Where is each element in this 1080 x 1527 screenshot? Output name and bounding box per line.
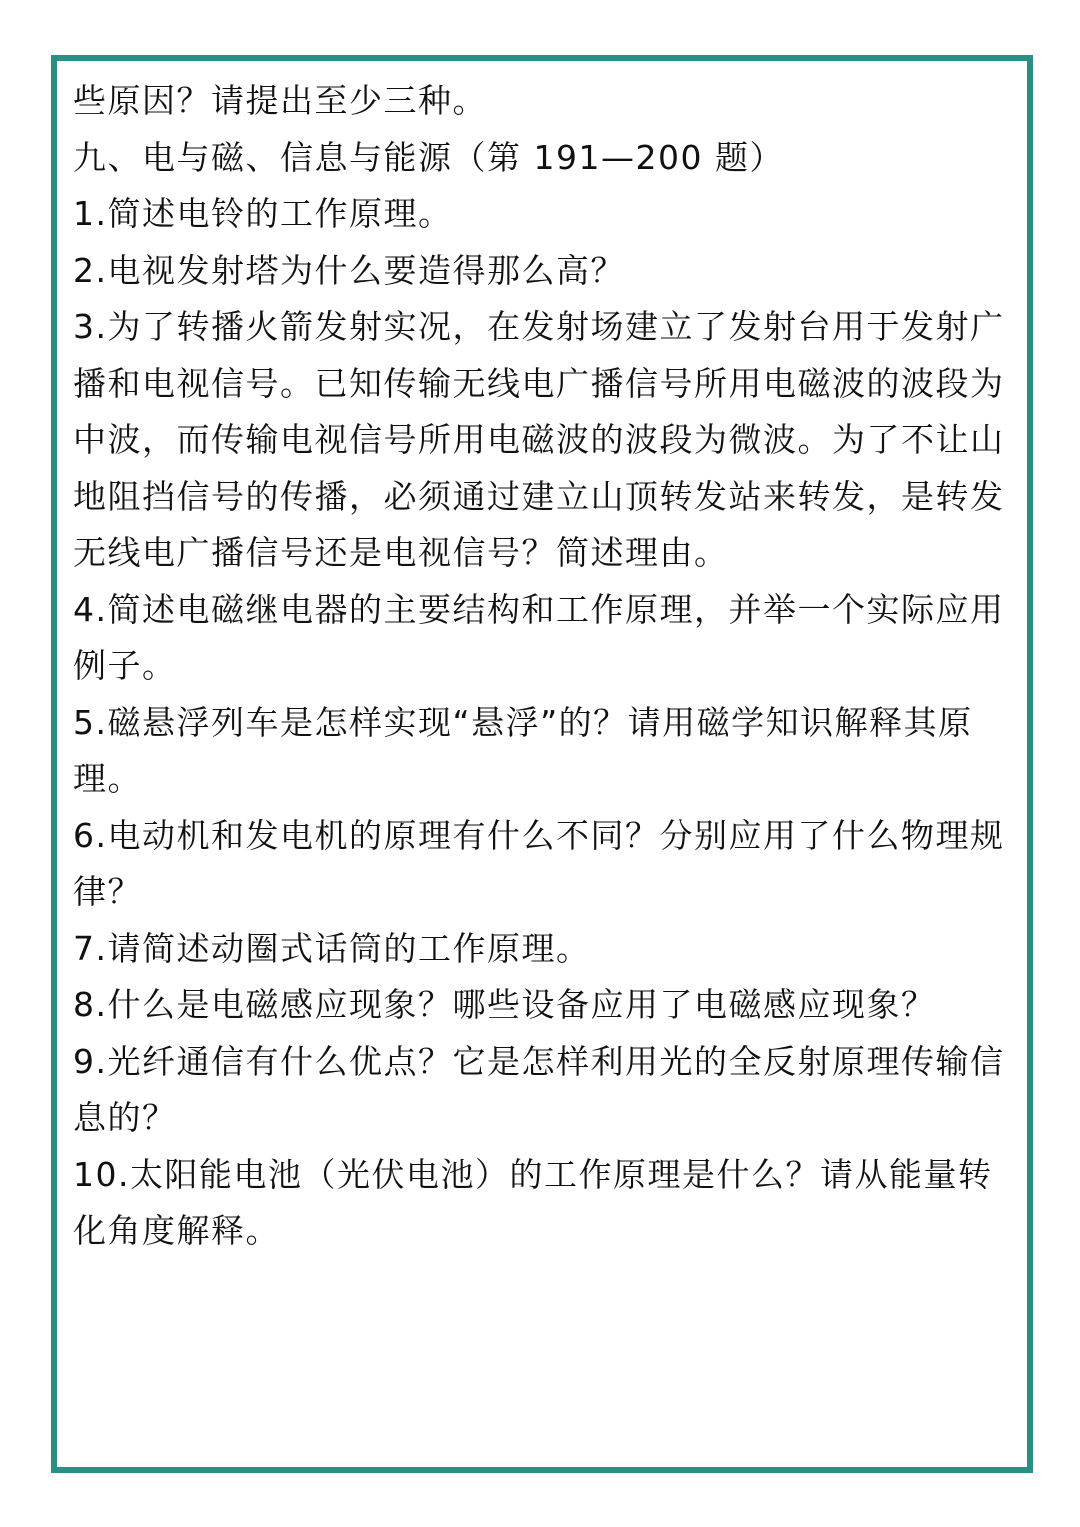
question-3: 3.为了转播火箭发射实况，在发射场建立了发射台用于发射广播和电视信号。已知传输无线电广播信号所用电磁波的波段为中波，而传输电视信号所用电磁波的波段为微波。为了不让山地阻挡信号的传播，必须通过建立山顶转发站来转发，是转发无线电广播信号还是电视信号？简述理由。 <box>73 307 1005 572</box>
question-4: 4.简述电磁继电器的主要结构和工作原理，并举一个实际应用例子。 <box>73 589 1005 685</box>
intro-tail-text: 些原因？请提出至少三种。 <box>73 81 487 120</box>
question-2: 2.电视发射塔为什么要造得那么高？ <box>73 250 625 290</box>
question-5: 5.磁悬浮列车是怎样实现“悬浮”的？请用磁学知识解释其原理。 <box>73 702 973 798</box>
section-heading: 九、电与磁、信息与能源（第 191—200 题） <box>73 137 784 177</box>
document-body <box>73 73 1021 1260</box>
question-6: 6.电动机和发电机的原理有什么不同？分别应用了什么物理规律？ <box>73 815 1005 911</box>
question-7: 7.请简述动圈式话筒的工作原理。 <box>73 928 591 968</box>
page-border-frame <box>51 55 1033 1473</box>
question-8: 8.什么是电磁感应现象？哪些设备应用了电磁感应现象？ <box>73 985 936 1024</box>
question-1: 1.简述电铃的工作原理。 <box>73 194 453 233</box>
question-9: 9.光纤通信有什么优点？它是怎样利用光的全反射原理传输信息的？ <box>73 1041 1005 1137</box>
question-10: 10.太阳能电池（光伏电池）的工作原理是什么？请从能量转化角度解释。 <box>73 1154 993 1250</box>
